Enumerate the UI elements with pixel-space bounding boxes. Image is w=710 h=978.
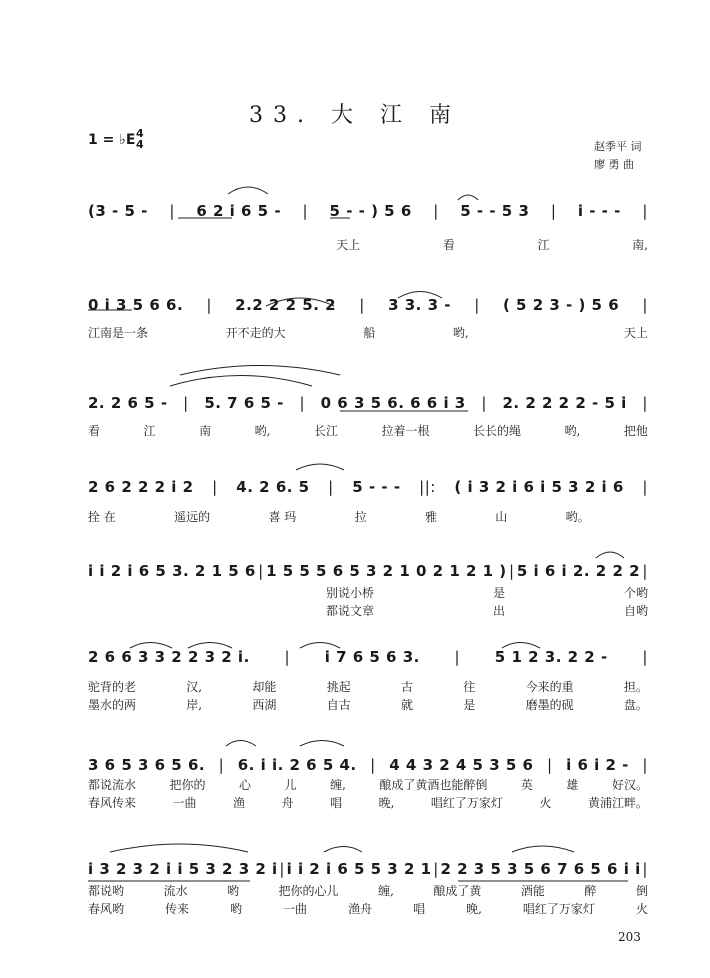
measure-notes: 5 - - 5 3: [460, 202, 530, 220]
measure-notes: 2.2 2 2 5. 2: [235, 296, 337, 314]
lyric-line: [88, 584, 648, 601]
lyric-word: 拴 在: [88, 510, 116, 524]
measure-notes: 2 6 2 2 2 i 2: [88, 478, 194, 496]
lyric-word: 出: [492, 604, 505, 618]
measure-notes: 5 - - -: [352, 478, 401, 496]
lyric-word: 岸,: [186, 698, 203, 712]
bar-line: |: [642, 562, 648, 580]
lyric-word: 长江: [313, 424, 338, 438]
bar-line: |: [642, 756, 648, 774]
measure-notes: 3 6 5 3 6 5 6.: [88, 756, 206, 774]
lyric-word: 春风哟: [88, 902, 125, 916]
lyric-word: 是: [463, 698, 476, 712]
measure-notes: 1 5 5 5 6 5 3 2 1 0 2 1 2 1 ): [266, 562, 507, 580]
notation-line: [88, 648, 648, 666]
measure-notes: ( i 3 2 i 6 i 5 3 2 i 6: [454, 478, 624, 496]
lyric-word: 驼背的老: [88, 680, 137, 694]
bar-line: |: [218, 756, 225, 774]
lyric-word: 江: [537, 238, 550, 252]
bar-line: |: [642, 478, 648, 496]
lyric-word: 渔: [233, 796, 246, 810]
bar-line: |: [508, 562, 515, 580]
measure-notes: i - - -: [577, 202, 621, 220]
bar-line: |: [454, 648, 461, 666]
lyric-word: 流水: [163, 884, 188, 898]
notation-line: [88, 756, 648, 774]
bar-line: |: [433, 202, 439, 220]
lyric-word: 天上: [623, 326, 648, 340]
slur: [324, 847, 362, 853]
measure-notes: 2 2 3 5 3 5 6 7 6 5 6 i i: [440, 860, 641, 878]
lyric-word: 酒能: [520, 884, 545, 898]
lyric-word: 哟,: [564, 424, 581, 438]
measure-notes: i 3 2 3 2 i i 5 3 2 3 2 i: [88, 860, 278, 878]
measure-notes: 0 i 3 5 6 6.: [88, 296, 184, 314]
lyricist-credit: 赵季平 词: [594, 140, 642, 153]
bar-line: |: [183, 394, 189, 412]
lyric-word: 船: [363, 326, 376, 340]
lyric-word: 遥远的: [174, 510, 211, 524]
key-signature: 1 = ♭E: [88, 132, 136, 148]
lyric-line: [88, 602, 648, 619]
lyric-word: 喜 玛: [268, 510, 297, 524]
bar-line: |: [370, 756, 376, 774]
lyric-word: 好汉。: [611, 778, 648, 792]
lyric-word: 看: [442, 238, 455, 252]
lyric-word: 江: [143, 424, 156, 438]
slur: [296, 464, 344, 470]
lyric-word: 缠,: [330, 778, 346, 792]
song-title: 33. 大 江 南: [249, 103, 461, 128]
lyric-word: 往: [463, 680, 476, 694]
measure-notes: ( 5 2 3 - ) 5 6: [502, 296, 620, 314]
measure-notes: 2. 2 6 5 -: [88, 394, 168, 412]
lyric-word: 哟: [227, 884, 240, 898]
bar-line: |: [642, 296, 648, 314]
bar-line: |: [279, 860, 285, 878]
lyric-word: 缠,: [378, 884, 394, 898]
bar-line: |: [206, 296, 212, 314]
measure-notes: 6. i i. 2 6 5 4.: [237, 756, 357, 774]
lyric-word: 江南是一条: [88, 326, 149, 340]
slur: [180, 366, 340, 376]
bar-line: |: [284, 648, 291, 666]
lyric-word: 长长的绳: [473, 424, 522, 438]
notation-line: [88, 562, 648, 580]
lyric-word: 拉着一根: [381, 424, 430, 438]
bar-line: |: [642, 860, 648, 878]
lyric-word: 个哟: [623, 586, 648, 600]
lyric-word: 传来: [165, 902, 190, 916]
measure-notes: 3 3. 3 -: [388, 296, 451, 314]
notation-line: [88, 296, 648, 314]
measure-notes: i i 2 i 6 5 5 3 2 1: [286, 860, 432, 878]
bar-line: |: [642, 394, 648, 412]
lyric-line: [88, 900, 648, 917]
lyric-word: 雄: [566, 778, 579, 792]
measure-notes: 2 6 6 3 3 2 2 3 2 i.: [88, 648, 250, 666]
slur: [596, 552, 624, 558]
notation-line: [88, 860, 648, 878]
measure-notes: 4 4 3 2 4 5 3 5 6: [389, 756, 534, 774]
lyric-word: 是: [492, 586, 505, 600]
slur: [226, 741, 256, 747]
composer-credit: 廖 勇 曲: [594, 158, 634, 171]
time-signature: [136, 128, 144, 150]
lyric-word: 唱红了万家灯: [430, 796, 503, 810]
lyric-word: 一曲: [172, 796, 197, 810]
notation-line: [88, 202, 648, 220]
lyric-word: 古: [401, 680, 414, 694]
lyric-word: 一曲: [283, 902, 308, 916]
bar-line: |: [258, 562, 264, 580]
bar-line: |: [302, 202, 309, 220]
lyric-word: 都说流水: [88, 778, 137, 792]
lyric-word: 自古: [326, 698, 351, 712]
lyric-word: 南: [199, 424, 212, 438]
lyric-word: 磨墨的砚: [525, 698, 574, 712]
lyric-word: 英: [520, 778, 533, 792]
bar-line: |: [169, 202, 175, 220]
measure-notes: 5 1 2 3. 2 2 -: [494, 648, 608, 666]
lyric-word: 都说哟: [88, 884, 125, 898]
measure-notes: 5 - - ) 5 6: [329, 202, 412, 220]
lyric-word: 哟: [230, 902, 243, 916]
measure-notes: 5. 7 6 5 -: [204, 394, 284, 412]
lyric-word: 哟。: [565, 510, 590, 524]
lyric-word: 醉: [584, 884, 597, 898]
lyric-line: [88, 678, 648, 695]
measure-notes: i i 2 i 6 5 3. 2 1 5 6: [88, 562, 256, 580]
lyric-line: [88, 882, 648, 899]
lyric-word: 雅: [424, 510, 437, 524]
lyric-line: [88, 776, 648, 793]
lyric-word: 就: [401, 698, 414, 712]
lyric-word: 春风传来: [88, 796, 137, 810]
bar-line: |: [642, 202, 648, 220]
lyric-word: 火: [635, 902, 648, 916]
lyric-word: 倒: [635, 884, 648, 898]
measure-notes: 2. 2 2 2 2 - 5 i: [502, 394, 627, 412]
lyric-word: 酿成了黄: [433, 884, 482, 898]
slur: [170, 376, 312, 387]
slur: [300, 741, 344, 747]
lyric-word: 南,: [632, 238, 648, 252]
measure-notes: 0 6 3 5 6. 6 6 i 3: [320, 394, 466, 412]
bar-line: |: [481, 394, 487, 412]
lyric-word: 墨水的两: [88, 698, 137, 712]
bar-line: |: [299, 394, 306, 412]
bar-line: |: [474, 296, 480, 314]
measure-notes: (3 - 5 -: [88, 202, 148, 220]
bar-line: |: [433, 860, 439, 878]
lyric-word: 山: [495, 510, 508, 524]
lyric-word: 唱红了万家灯: [522, 902, 595, 916]
lyric-word: 黄浦江畔。: [587, 796, 648, 810]
lyric-word: 担。: [623, 680, 648, 694]
lyric-word: 哟,: [452, 326, 469, 340]
time-signature-top: 4: [136, 127, 144, 140]
lyric-word: 开不走的大: [225, 326, 286, 340]
lyric-line: [88, 324, 648, 341]
slur: [228, 187, 268, 194]
bar-line: |: [642, 648, 648, 666]
bar-line: |: [547, 756, 553, 774]
measure-notes: i 7 6 5 6 3.: [324, 648, 420, 666]
lyric-word: 心: [239, 778, 252, 792]
bar-line: |: [328, 478, 334, 496]
lyric-word: 都说文章: [325, 604, 374, 618]
lyric-word: 却能: [252, 680, 277, 694]
lyric-word: 哟,: [254, 424, 271, 438]
measure-notes: 6 2 i 6 5 -: [196, 202, 282, 220]
lyric-word: 别说小桥: [325, 586, 374, 600]
lyric-line: [88, 236, 648, 253]
slur: [110, 844, 248, 852]
slur: [458, 195, 478, 200]
lyric-word: 渔舟: [348, 902, 373, 916]
lyric-line: [88, 794, 648, 811]
lyric-word: 把他: [623, 424, 648, 438]
lyric-word: 酿成了黄酒也能醉倒: [379, 778, 488, 792]
bar-line: ||:: [419, 478, 436, 496]
lyric-word: 舟: [281, 796, 294, 810]
lyric-word: 挑起: [326, 680, 351, 694]
measure-notes: i 6 i 2 -: [566, 756, 629, 774]
bar-line: |: [550, 202, 557, 220]
notation-line: [88, 478, 648, 496]
page-number: 203: [618, 930, 641, 944]
slur: [512, 846, 574, 852]
notation-line: [88, 394, 648, 412]
lyric-line: [88, 696, 648, 713]
lyric-word: 自哟: [623, 604, 648, 618]
measure-notes: 4. 2 6. 5: [236, 478, 310, 496]
lyric-word: 晚,: [378, 796, 395, 810]
lyric-word: 今来的重: [525, 680, 574, 694]
lyric-word: 把你的心儿: [278, 884, 339, 898]
lyric-word: 西湖: [252, 698, 277, 712]
lyric-word: 儿: [284, 778, 297, 792]
time-signature-bottom: 4: [136, 138, 144, 151]
lyric-line: [88, 422, 648, 439]
lyric-word: 唱: [413, 902, 426, 916]
bar-line: |: [359, 296, 365, 314]
lyric-word: 晚,: [466, 902, 482, 916]
lyric-word: 火: [539, 796, 552, 810]
lyric-word: 天上: [336, 238, 361, 252]
lyric-word: 汉,: [186, 680, 203, 694]
lyric-word: 盘。: [623, 698, 648, 712]
lyric-line: [88, 508, 648, 525]
measure-notes: 5 i 6 i 2. 2 2 2: [516, 562, 641, 580]
bar-line: |: [212, 478, 218, 496]
lyric-word: 把你的: [169, 778, 206, 792]
lyric-word: 看: [88, 424, 101, 438]
lyric-word: 拉: [354, 510, 367, 524]
lyric-word: 唱: [330, 796, 343, 810]
